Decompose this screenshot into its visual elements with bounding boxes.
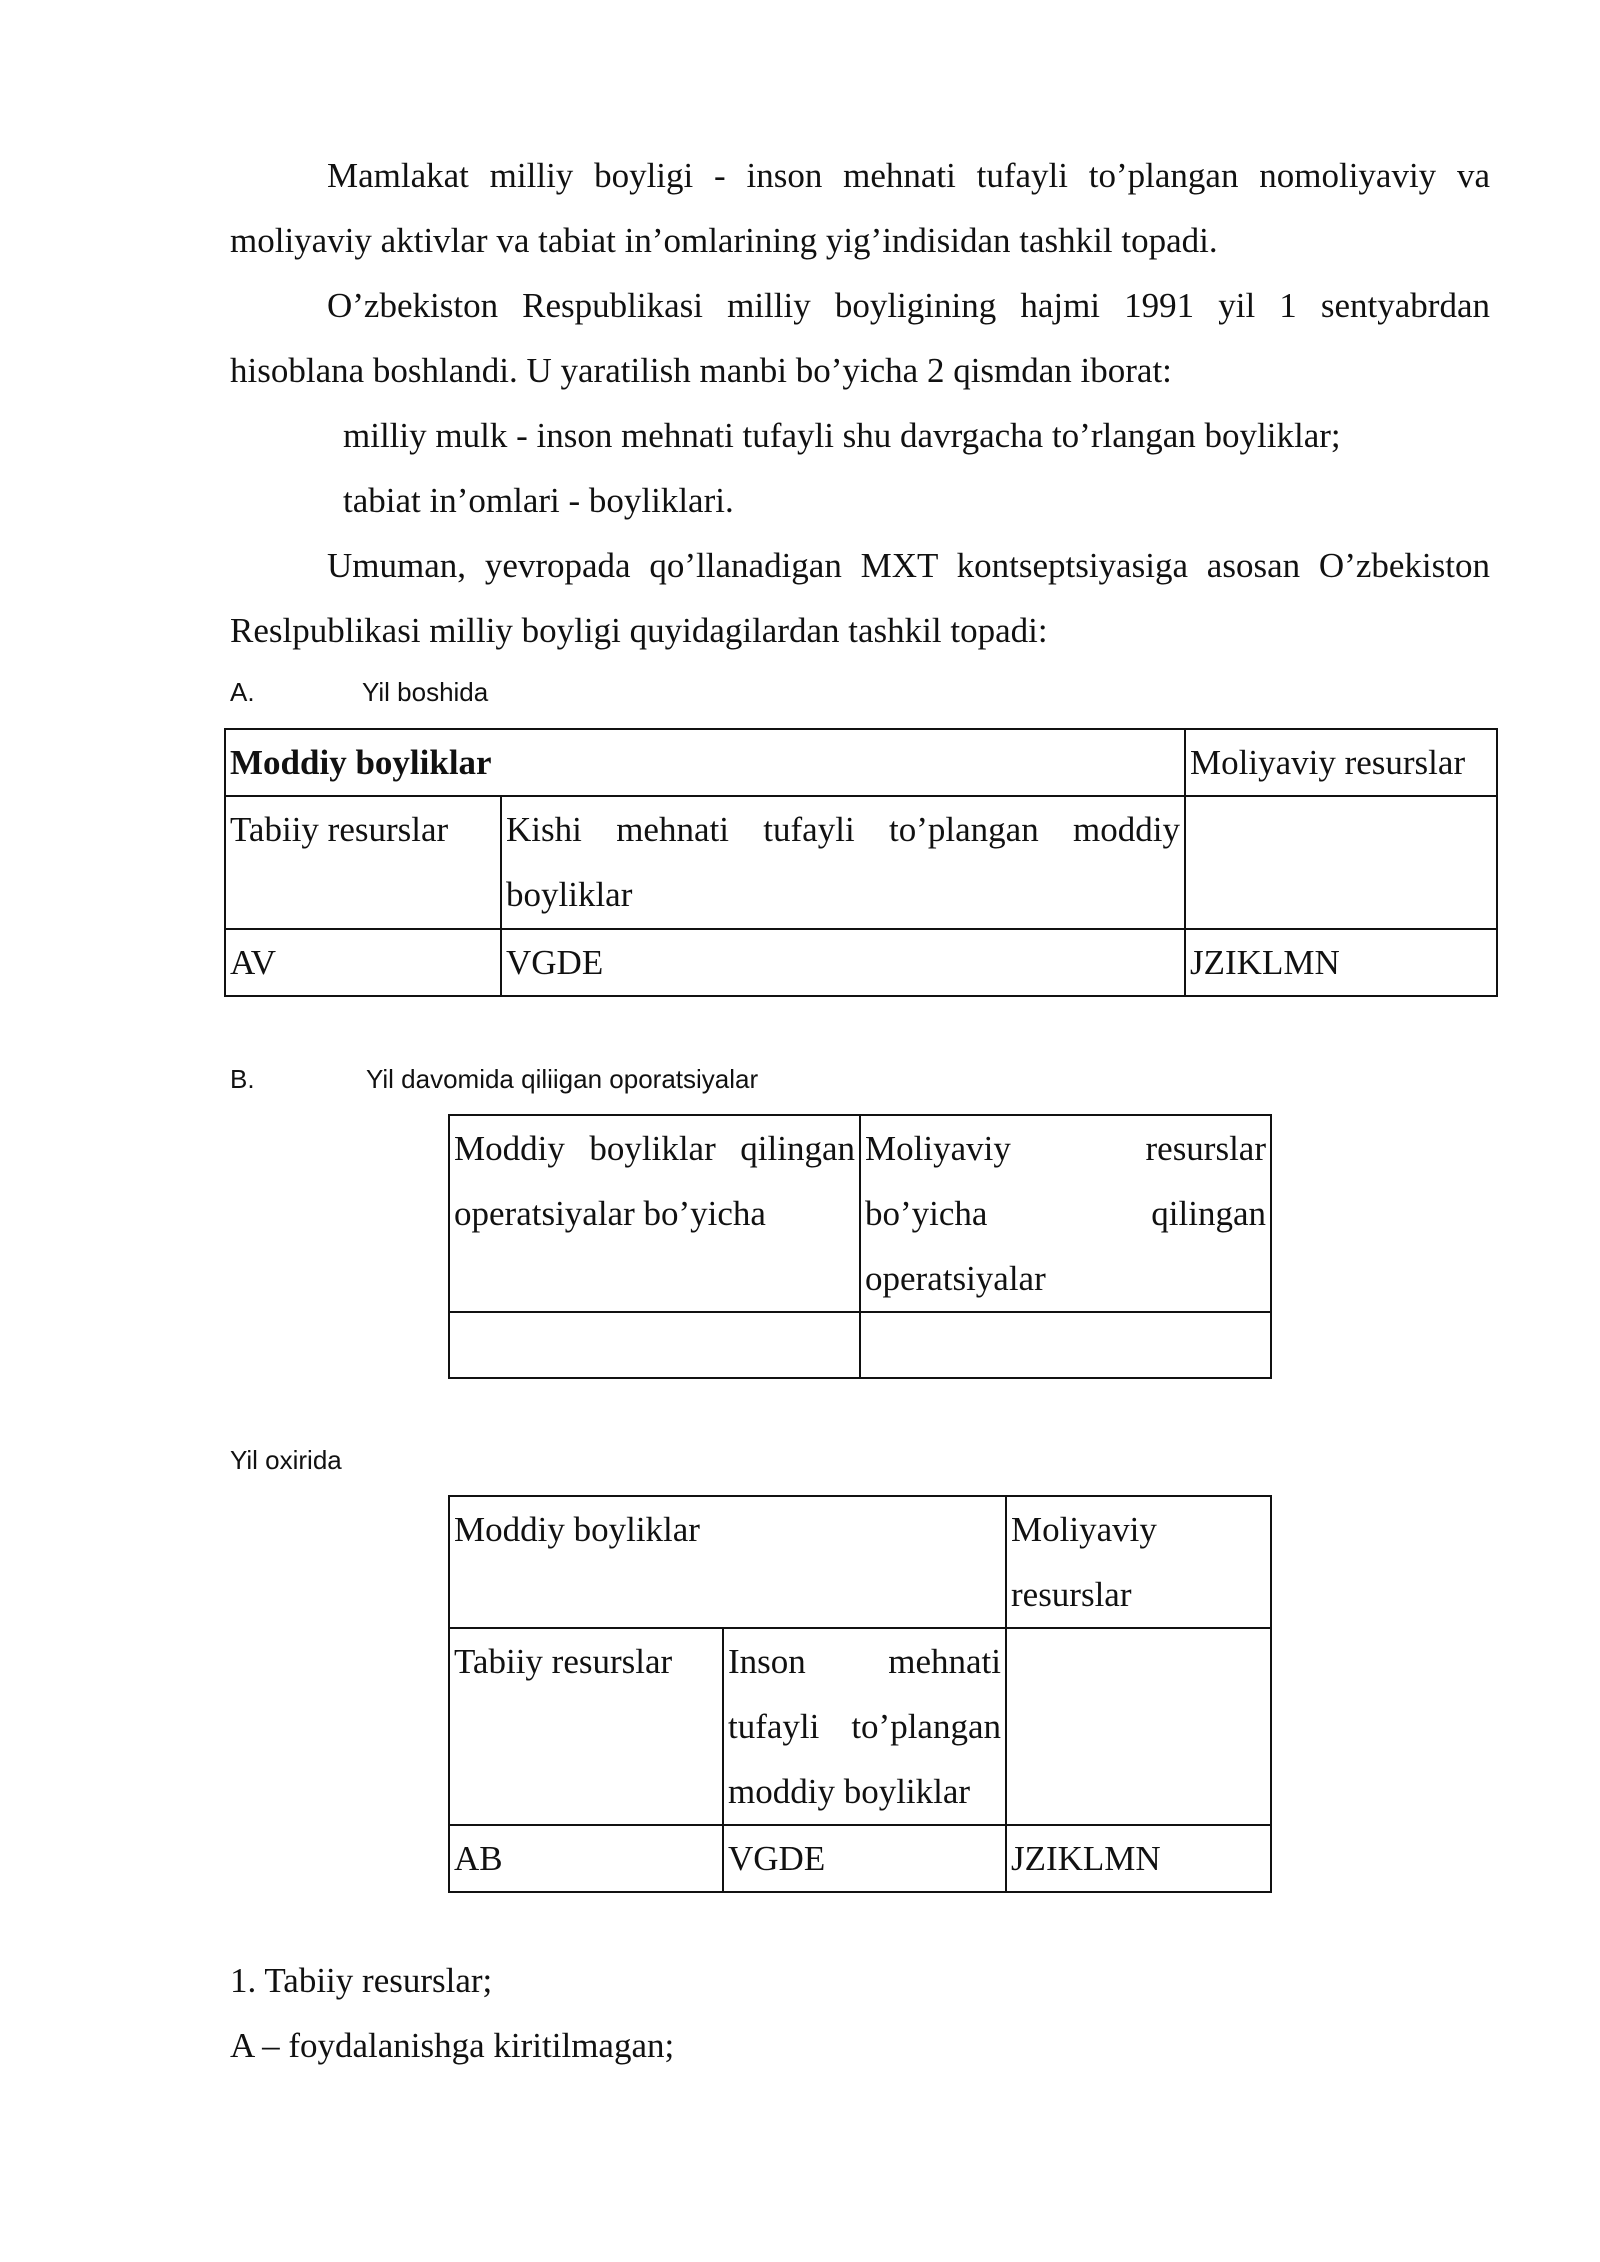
section-a-title: Yil boshida [362,677,489,707]
cell-financial-operations: Moliyaviy resurslar bo’yicha qilingan operatsiyalar [860,1115,1271,1312]
section-b-title: Yil davomida qiliigan oporatsiyalar [366,1064,759,1094]
list-item-natural-gifts: tabiat in’omlari - boyliklari. [343,481,734,520]
header-material-wealth: Moddiy boyliklar [225,729,1185,796]
list-item-national-property: milliy mulk - inson mehnati tufayli shu davrgacha to’rlangan boyliklar; [343,416,1341,455]
section-b-letter: B. [230,1064,255,1094]
cell-empty [1185,796,1497,929]
header-material-wealth: Moddiy boyliklar [449,1496,1006,1628]
section-a-letter: A. [230,677,255,707]
cell-code-natural: AV [225,929,501,996]
cell-empty [1006,1628,1271,1825]
cell-material-operations: Moddiy boyliklar qilingan operatsiyalar bo’yicha [449,1115,860,1312]
section-c-title: Yil oxirida [230,1445,342,1475]
cell-code-financial: JZIKLMN [1006,1825,1271,1892]
table-year-end [448,1495,1272,1893]
header-financial-resources: Moliyaviy resurslar [1006,1496,1271,1628]
cell-natural-resources: Tabiiy resurslar [449,1628,723,1825]
cell-labor-wealth: Inson mehnati tufayli to’plangan moddiy boyliklar [723,1628,1006,1825]
paragraph-national-wealth: Mamlakat milliy boyligi - inson mehnati tufayli to’plangan nomoliyaviy va moliyaviy aktivlar va tabiat in’omlarining yig’indisidan tashkil topadi. [230,156,1490,260]
list-item-not-in-use: A – foydalanishga kiritilmagan; [230,2026,675,2065]
cell-code-financial: JZIKLMN [1185,929,1497,996]
cell-natural-resources: Tabiiy resurslar [225,796,501,929]
cell-code-natural: AB [449,1825,723,1892]
cell-empty [449,1312,860,1378]
list-item-natural-resources: 1. Tabiiy resurslar; [230,1961,493,2000]
cell-empty [860,1312,1271,1378]
paragraph-mxt-concept: Umuman, yevropada qo’llanadigan MXT kontseptsiyasiga asosan O’zbekiston Reslpublikasi milliy boyligi quyidagilardan tashkil topadi: [230,546,1490,650]
paragraph-uzbekistan-wealth: O’zbekiston Respublikasi milliy boyligining hajmi 1991 yil 1 sentyabrdan hisoblana boshlandi. U yaratilish manbi bo’yicha 2 qismdan iborat: [230,286,1490,390]
header-financial-resources: Moliyaviy resurslar [1185,729,1497,796]
cell-code-labor: VGDE [723,1825,1006,1892]
cell-code-labor: VGDE [501,929,1185,996]
cell-labor-wealth: Kishi mehnati tufayli to’plangan moddiy boyliklar [501,796,1185,929]
table-year-start [224,728,1498,997]
table-year-operations [448,1114,1272,1379]
